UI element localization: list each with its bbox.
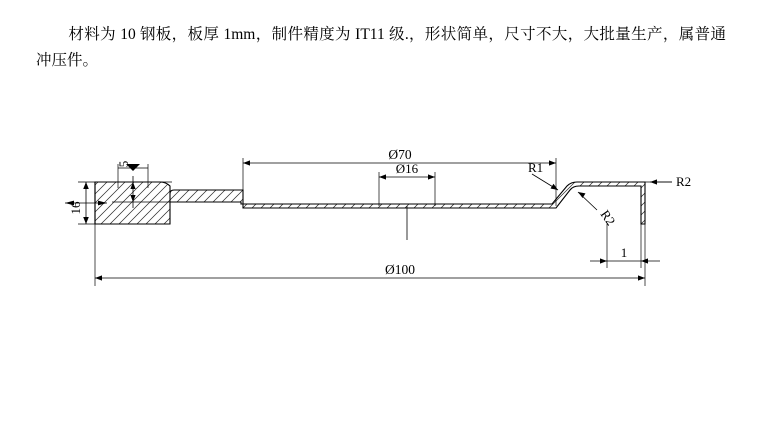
paragraph-line-1: 材料为 10 钢板，板厚 1mm，制件精度为 IT11 级.，形状简单，尺寸不大，大批量生产，: [68, 26, 679, 43]
description-paragraph: [36, 22, 726, 74]
part-outline: [95, 182, 645, 224]
dim-diameter-70: Ø70: [388, 147, 412, 162]
section-hatching: [95, 182, 645, 224]
paragraph-line-2: 属普通冲压件。: [36, 26, 726, 69]
dim-radius-r2-outer: R2: [676, 174, 692, 189]
dim-thickness-1: 1: [620, 245, 628, 260]
dim-height-16: 16: [68, 201, 83, 215]
dim-height-5: 5: [116, 160, 131, 168]
dim-diameter-100: Ø100: [385, 262, 415, 277]
drawing-svg: [0, 118, 760, 348]
dim-diameter-16: Ø16: [395, 161, 419, 176]
dim-radius-r2-inner: R2: [597, 207, 619, 229]
dim-radius-r1: R1: [528, 160, 544, 175]
technical-drawing: [0, 118, 760, 348]
